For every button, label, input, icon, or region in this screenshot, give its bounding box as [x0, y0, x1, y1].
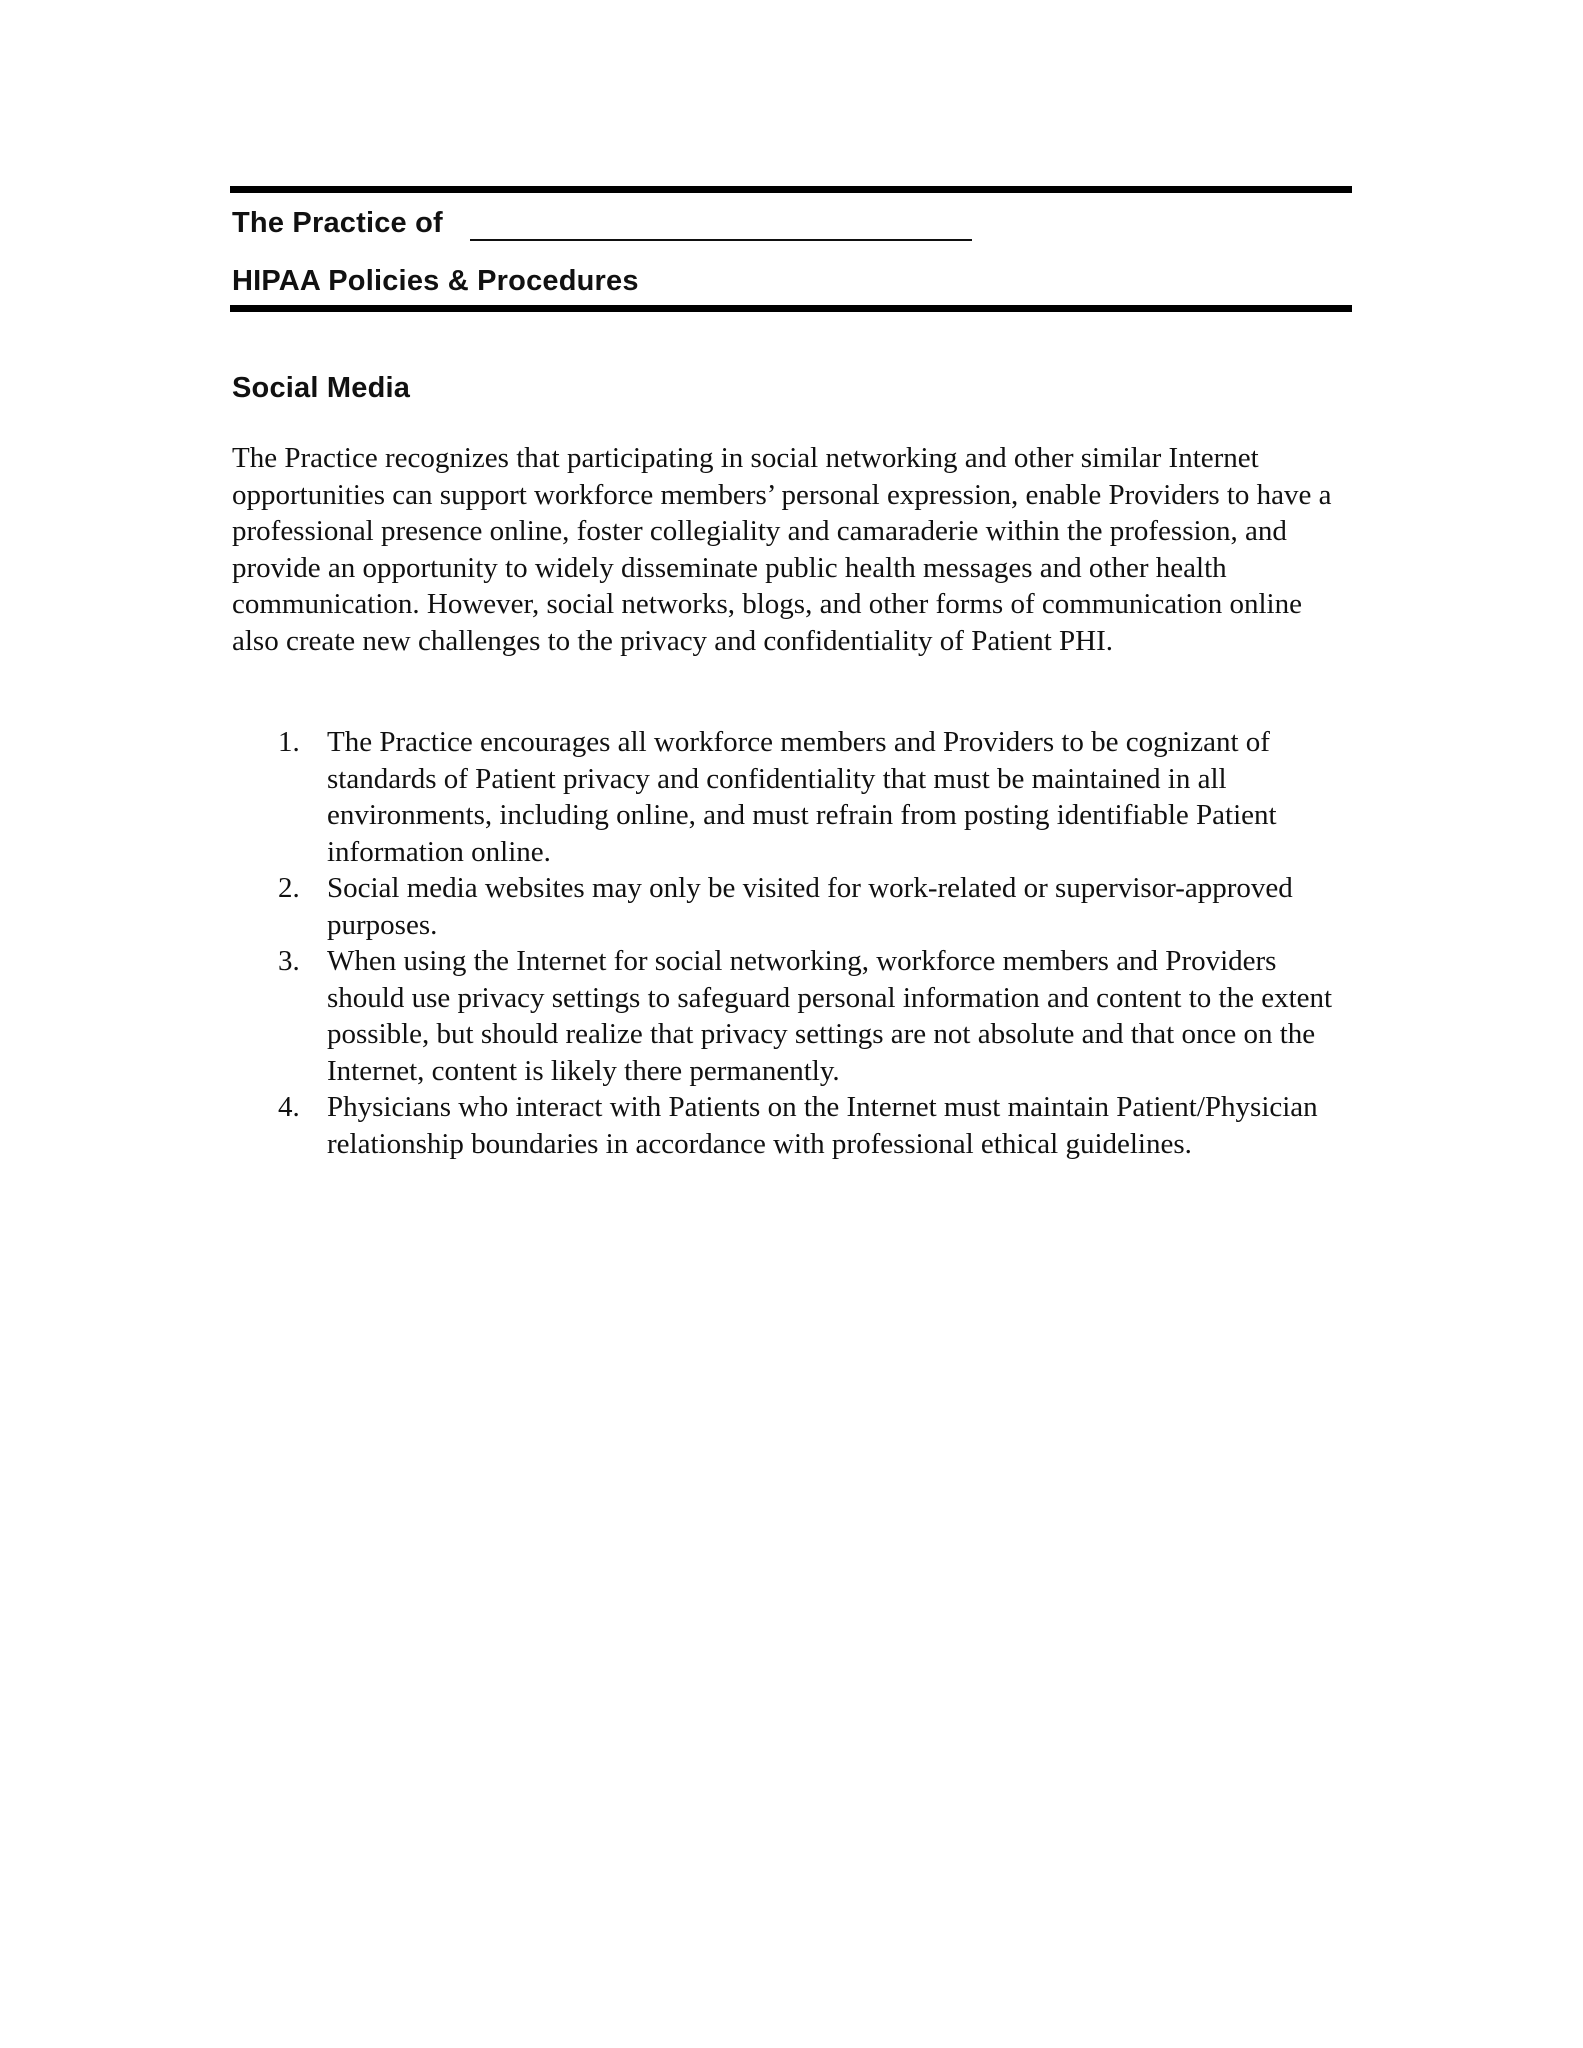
list-item-number: 1.	[278, 726, 300, 758]
list-item	[232, 724, 1357, 870]
document-header	[230, 186, 1352, 312]
list-item-text: The Practice encourages all workforce members and Providers to be cognizant of standards of Patient privacy and confidentiality that must be maintained in all environments, including online, and must refrain from posting identifiable Patient information online.	[327, 726, 1277, 868]
section-title: Social Media	[232, 372, 411, 404]
list-item	[232, 943, 1357, 1089]
intro-paragraph: The Practice recognizes that participating in social networking and other similar Internet opportunities can support workforce members’ personal expression, enable Providers to have a professional presence online, foster collegiality and camaraderie within the profession, and provide an opportunity to widely disseminate public health messages and other health communication. However, social networks, blogs, and other forms of communication online also create new challenges to the privacy and confidentiality of Patient PHI.	[232, 442, 1332, 657]
practice-name-blank	[470, 239, 972, 241]
header-top-rule	[230, 186, 1352, 193]
list-item	[232, 870, 1357, 943]
list-item-number: 2.	[278, 872, 300, 904]
policy-list	[232, 724, 1357, 1162]
header-bottom-rule	[230, 305, 1352, 312]
list-item	[232, 1089, 1357, 1162]
list-item-number: 3.	[278, 945, 300, 977]
list-item-text: Social media websites may only be visited for work-related or supervisor-approved purposes.	[327, 872, 1293, 941]
list-item-text: Physicians who interact with Patients on the Internet must maintain Patient/Physician relationship boundaries in accordance with professional ethical guidelines.	[327, 1091, 1318, 1160]
list-item-number: 4.	[278, 1091, 300, 1123]
document-subtitle: HIPAA Policies & Procedures	[232, 265, 639, 297]
practice-label: The Practice of	[232, 207, 443, 239]
practice-name-line	[230, 201, 1352, 251]
list-item-text: When using the Internet for social networking, workforce members and Providers should use privacy settings to safeguard personal information and content to the extent possible, but should realize that privacy settings are not absolute and that once on the Internet, content is likely there permanently.	[327, 945, 1333, 1087]
